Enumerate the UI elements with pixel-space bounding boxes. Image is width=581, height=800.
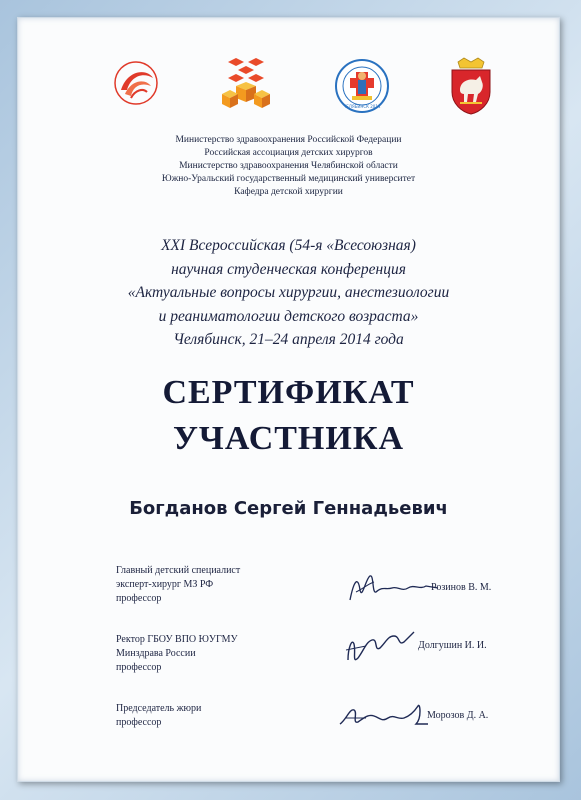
position-line: Ректор ГБОУ ВПО ЮУГМУ bbox=[116, 634, 238, 645]
position-line: Главный детский специалист bbox=[116, 565, 241, 576]
logo-row bbox=[18, 18, 559, 128]
organizations-block bbox=[18, 134, 559, 199]
chelyabinsk-coat-of-arms bbox=[446, 56, 496, 116]
signatory-name: Розинов В. М. bbox=[431, 582, 492, 593]
position-line: эксперт-хирург МЗ РФ bbox=[116, 579, 214, 590]
title-line-2: УЧАСТНИКА bbox=[172, 420, 405, 457]
cube-cross-logo bbox=[218, 56, 274, 114]
position-line: Минздрава России bbox=[116, 648, 196, 659]
signature-rozinov bbox=[346, 570, 442, 606]
conference-line: «Актуальные вопросы хирургии, анестезиологии bbox=[127, 284, 450, 301]
position-line: профессор bbox=[116, 593, 162, 604]
signature-dolgushin bbox=[342, 624, 418, 668]
signatory-position bbox=[116, 633, 238, 675]
organization-line: Южно-Уральский государственный медицинский университет bbox=[161, 174, 416, 184]
organization-line: Российская ассоциация детских хирургов bbox=[204, 148, 373, 158]
title-line-1: СЕРТИФИКАТ bbox=[162, 374, 415, 411]
position-line: Председатель жюри bbox=[116, 703, 202, 714]
conference-block bbox=[18, 234, 559, 352]
signatory-position bbox=[116, 564, 240, 606]
signatory-name: Морозов Д. А. bbox=[427, 710, 489, 721]
conference-line: XXI Всероссийская (54-я «Всесоюзная) bbox=[161, 237, 416, 254]
signatory-position bbox=[116, 702, 201, 730]
position-line: профессор bbox=[116, 717, 162, 728]
round-emblem-logo bbox=[334, 58, 390, 114]
signature-morozov bbox=[336, 698, 432, 732]
certificate-title bbox=[18, 370, 559, 462]
swirl-logo bbox=[113, 60, 159, 106]
organization-line: Министерство здравоохранения Российской Федерации bbox=[175, 135, 402, 145]
organization-line: Министерство здравоохранения Челябинской области bbox=[179, 161, 398, 171]
organization-line: Кафедра детской хирургии bbox=[234, 187, 343, 197]
position-line: профессор bbox=[116, 662, 162, 673]
recipient-name: Богданов Сергей Геннадьевич bbox=[129, 498, 448, 519]
signatory-name: Долгушин И. И. bbox=[418, 640, 487, 651]
conference-line: Челябинск, 21–24 апреля 2014 года bbox=[173, 331, 404, 348]
conference-line: научная студенческая конференция bbox=[171, 260, 406, 278]
svg-text:ЧЕЛЯБИНСК 2014: ЧЕЛЯБИНСК 2014 bbox=[343, 104, 381, 109]
conference-line: и реаниматологии детского возраста» bbox=[158, 307, 419, 325]
certificate-paper bbox=[17, 17, 560, 782]
